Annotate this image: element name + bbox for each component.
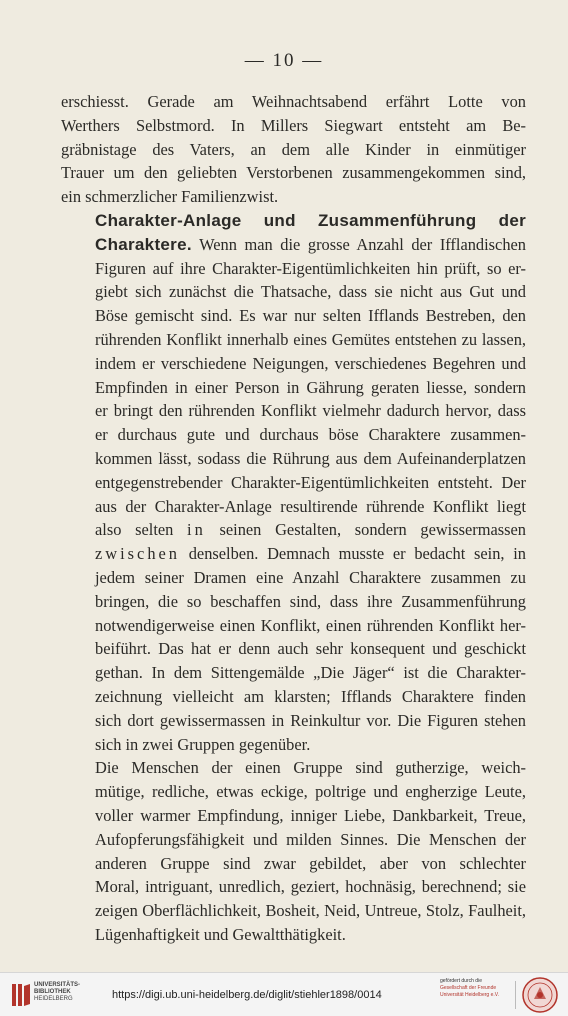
text-line: Werthers Selbstmord. In Millers Siegwart entsteht am Be- (61, 115, 526, 135)
logo-line: UNIVERSITÄTS- (34, 982, 81, 988)
text-line: er bringt den rührenden Konflikt vielmehr dadurch hervor, dass (95, 401, 526, 421)
text-line: Moral, intriguant, unredlich, geziert, hochnäsig, berechnend; sie (95, 877, 526, 897)
text-line: voller warmer Empfindung, inniger Liebe, Dankbarkeit, Treue, (95, 805, 526, 825)
text-line: mütige, redliche, etwas eckige, poltrige und engherzige Leute, (95, 782, 526, 802)
text-line: Aufopferungsfähigkeit und milden Sinnes. Die Menschen der (95, 829, 526, 849)
text-line: notwendigerweise einen Konflikt, einen rührenden Konflikt her- (95, 615, 526, 635)
logo-line: HEIDELBERG (34, 996, 73, 1002)
logo-line: BIBLIOTHEK (34, 989, 71, 995)
text-line: beiführt. Das hat er denn auch sehr konsequent und geschickt (95, 639, 526, 659)
library-logo-icon (8, 980, 32, 1010)
text-line: sich in zwei Gruppen gegenüber. (95, 734, 311, 754)
text-line: sich dort gewissermassen in Reinkultur vor. Die Figuren stehen (95, 710, 526, 730)
text-line: entgegenstrebender Charakter-Eigentümlichkeiten entsteht. Der (95, 472, 526, 492)
text-line: gethan. In dem Sittengemälde „Die Jäger“ ist die Charakter- (95, 663, 526, 683)
text-line: Trauer um den geliebten Verstorbenen zusammengekommen sind, (61, 163, 526, 183)
text-line: Lügenhaftigkeit und Gewaltthätigkeit. (95, 924, 346, 944)
text-line: anderen Gruppe sind zwar gebildet, aber von schlechter (95, 853, 526, 873)
text-line: rührenden Konflikt innerhalb eines Gemütes entstehen zu lassen, (95, 329, 526, 349)
paragraph-2 (61, 209, 526, 756)
text-line: Die Menschen der einen Gruppe sind gutherzige, weich- (95, 758, 526, 778)
text-span: seinen Gestalten, sondern gewissermassen (205, 520, 526, 540)
text-line: indem er verschiedene Neigungen, verschiedenes Begehren und (95, 353, 526, 373)
paragraph-3 (61, 756, 526, 946)
section-heading: Charakter-Anlage und Zusammenführung der (95, 210, 526, 230)
paragraph-1 (61, 90, 526, 209)
text-line: kommen lässt, sodass die Rührung aus dem Aufeinanderplatzen (95, 448, 526, 468)
text-line: ein schmerzlicher Familienzwist. (61, 187, 279, 207)
funding-note (440, 978, 512, 999)
page-number: — 10 — (244, 50, 324, 71)
viewer-footer (0, 972, 568, 1016)
text-span: also selten (95, 520, 188, 540)
funding-org: Gesellschaft der Freunde (440, 985, 497, 991)
text-line: aus der Charakter-Anlage resultirende rührende Konflikt liegt (95, 496, 526, 516)
text-line: Böse gemischt sind. Es war nur selten Ifflands Bestreben, den (95, 306, 526, 326)
text-line: giebt sich zunächst die Thatsache, dass sie nicht aus Gut und (95, 282, 526, 302)
emphasis-spaced: zwischen (95, 544, 180, 564)
divider (515, 981, 516, 1009)
text-span: denselben. Demnach musste er bedacht sein, in (180, 544, 526, 564)
text-line: jedem seiner Dramen eine Anzahl Charaktere zusammen zu (95, 567, 526, 587)
section-heading-end: Charaktere. (95, 234, 192, 254)
text-line: gräbnistage des Vaters, an dem alle Kinder in einmütiger (61, 139, 526, 159)
text-line: erschiesst. Gerade am Weihnachtsabend erfährt Lotte von (61, 92, 526, 111)
text-line (61, 542, 526, 566)
permalink-url[interactable]: https://digi.ub.uni-heidelberg.de/diglit/stiehler1898/0014 (112, 989, 382, 1001)
library-logo-text (34, 982, 80, 1003)
university-seal-icon (522, 977, 558, 1013)
text-line: zeichnung vielleicht am klarsten; Ifflands Charaktere finden (95, 686, 526, 706)
text-line: bringen, die so beschaffen sind, dass ihre Zusammenführung (95, 591, 526, 611)
emphasis-spaced: in (187, 520, 206, 540)
text-line: Figuren auf ihre Charakter-Eigentümlichkeiten hin prüft, so er- (95, 258, 526, 278)
text-line: Empfinden in einer Person in Gährung geraten liesse, sondern (95, 377, 526, 397)
funding-org: Universität Heidelberg e.V. (440, 992, 500, 998)
text-span: Wenn man die grosse Anzahl der Ifflandischen (191, 234, 526, 254)
text-line: zeigen Oberflächlichkeit, Bosheit, Neid, Untreue, Stolz, Faulheit, (95, 901, 526, 921)
text-line (61, 518, 526, 542)
funding-label: gefördert durch die (440, 978, 482, 984)
text-line (61, 233, 526, 257)
body-text (61, 90, 526, 947)
text-line: er durchaus gute und durchaus böse Charaktere zusammen- (95, 425, 526, 445)
